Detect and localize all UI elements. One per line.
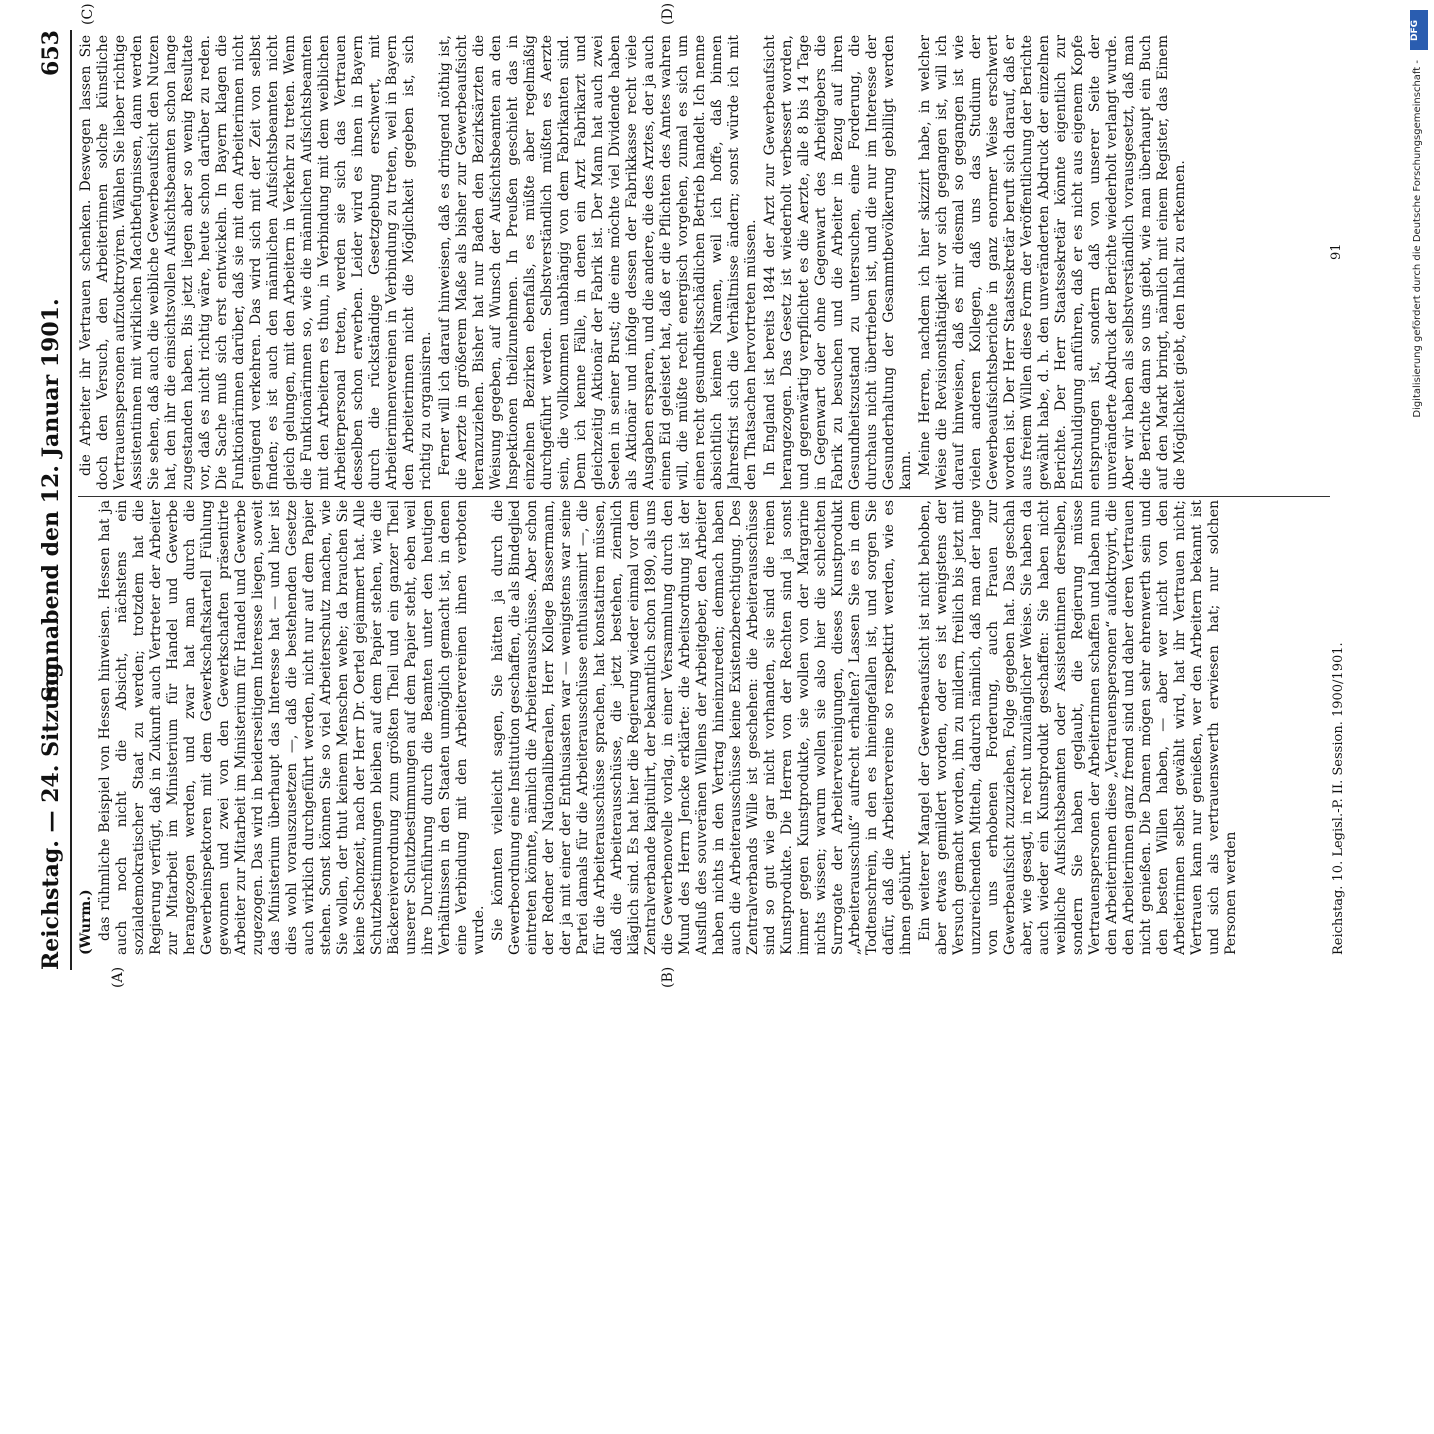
paragraph: Sie könnten vielleicht sagen, Sie hätten ja durch die Gewerbeordnung eine Institution geschaffen, die als Bindeglied eintreten könnte, nämlich die Arbeiterausschüsse. Aber schon der Redner der Nationalliberalen, Herr Kollege Bassermann, der ja mit einer der Enthusiasten war — wenigstens war seine Partei damals für die Arbeiterausschüsse enthusiasmirt —, die für die Arbeiterausschüsse sprachen, hat konstatiren müssen, daß die Arbeiterausschüsse, die jetzt bestehen, ziemlich kläglich sind. Es hat hier die Regierung wieder einmal vor dem Zentralverbande kapitulirt, der bekanntlich schon 1890, als uns die Gewerbenovelle vorlag, in einer Versammlung durch den Mund des Herrn Jencke erklärte: die Arbeitsordnung ist der Ausfluß des souveränen Willens der Arbeitgeber, den Arbeiter haben nichts in den Vertrag hineinzureden; demnach haben auch die Arbeiterausschüsse keine Existenzberechtigung. Des Zentralverbands Wille ist geschehen: die Arbeiterausschüsse sind so gut wie gar nicht vorhanden, sie sind die reinen Kunstprodukte. Die Herren von der Rechten sind ja sonst immer gegen Kunstprodukte, sie wollen von der Margarine nichts wissen; warum wollen sie also hier die schlechten Surrogate der Arbeitervereinigungen, dieses Kunstprodukt „Arbeiterausschuß“ aufrecht erhalten? Lassen Sie es in dem Todtenschrein, in den es hineingefallen ist, und sorgen Sie dafür, daß die Arbeitervereine so respektirt werden, wie es ihnen gebührt. xyxy=(490,500,914,955)
margin-marker-a: (A) xyxy=(110,966,126,988)
margin-marker-b: (B) xyxy=(660,966,676,988)
paragraph: In England ist bereits 1844 der Arzt zur Gewerbeaufsicht herangezogen. Das Gesetz ist wiederholt verbessert worden, und gegenwärtig verpflichtet es die Aerzte, alle 8 bis 14 Tage in Gegenwart oder ohne Gegenwart des Arbeitgebers die Fabrik zu besuchen und die Arbeiter in Bezug auf ihren Gesundheitszustand zu untersuchen, eine Forderung, die durchaus nicht übertrieben ist, und die nur im Interesse der Gesunderhaltung der Gesammtbevölkerung gebilligt werden kann. xyxy=(762,35,914,490)
funding-credit: Digitalisierung gefördert durch die Deutsche Forschungsgemeinschaft - xyxy=(1412,60,1423,418)
text-column-right xyxy=(78,35,1330,490)
header-left: Reichstag. — 24. Sitzung. xyxy=(38,654,64,970)
speaker-label: (Wurm.) xyxy=(78,889,94,955)
column-divider xyxy=(78,496,1330,497)
paragraph: das rühmliche Beispiel von Hessen hinweisen. Hessen hat ja auch noch nicht die Absicht, nächstens ein sozialdemokratischer Staat zu werden; trotzdem hat die Regierung verfügt, daß in Zukunft auch Vertreter der Arbeiter zur Mitarbeit im Ministerium für Handel und Gewerbe herangezogen werden, und zwar hat man durch die Gewerbeinspektoren mit dem Gewerkschaftskartell Fühlung gewonnen und zwei von den Gewerkschaften präsentirte Arbeiter zur Mitarbeit im Ministerium für Handel und Gewerbe zugezogen. Das wird in beiderseitigem Interesse liegen, soweit das Ministerium überhaupt das Interesse hat — und hier ist dies wohl vorauszusetzen —, daß die bestehenden Gesetze auch wirklich durchgeführt werden, nicht nur auf dem Papier stehen. Sonst können Sie so viel Arbeiterschutz machen, wie Sie wollen, der thut keinem Menschen wehe; da brauchen Sie keine Schonzeit, nach der Herr Dr. Oertel gejammert hat. Alle Schutzbestimmungen bleiben auf dem Papier stehen, wie die Bäckereiverordnung zum größten Theil und ein ganzer Theil unserer Schutzbestimmungen auf dem Papier steht, eben weil ihre Durchführung durch die Beamten unter den heutigen Verhältnissen in den Staaten unmöglich gemacht ist, in denen eine Verbindung mit den Arbeitervereinen ihnen verboten wurde. xyxy=(97,500,487,955)
margin-marker-d: (D) xyxy=(660,2,676,25)
paragraph: Meine Herren, nachdem ich hier skizzirt habe, in welcher Weise die Revisionsthätigkeit vor sich gegangen ist, will ich darauf hinweisen, daß es mir diesmal so gegangen ist wie vielen anderen Kollegen, daß uns das Studium der Gewerbeaufsichtsberichte in ganz enormer Weise erschwert worden ist. Der Herr Staatssekretär beruft sich darauf, daß er aus freiem Willen diese Form der Veröffentlichung der Berichte gewählt habe, d. h. den unveränderten Abdruck der einzelnen Berichte. Der Herr Staatssekretär könnte eigentlich zur Entschuldigung anführen, daß er es nicht aus eigenem Kopfe entsprungen ist, sondern daß von unserer Seite der unveränderte Abdruck der Berichte wiederholt verlangt wurde. Aber wir haben als selbstverständlich vorausgesetzt, daß man die Berichte dann so uns giebt, wie man überhaupt ein Buch auf den Markt bringt, nämlich mit einem Register, das Einem die Möglichkeit giebt, den Inhalt zu erkennen. xyxy=(917,35,1188,490)
header-date: Sonnabend den 12. Januar 1901. xyxy=(38,298,64,702)
signature-mark: 91 xyxy=(1329,243,1344,260)
page-footer: Reichstag. 10. Legisl.-P. II. Session. 1900/1901. xyxy=(1331,642,1346,955)
dfg-logo-icon: DFG xyxy=(1410,10,1428,50)
paragraph: die Arbeiter ihr Vertrauen schenken. Deswegen lassen Sie doch den Versuch, den Arbeiterinnen solche künstliche Vertrauenspersonen aufzuoktroyiren. Wählen Sie lieber richtige Assistentinnen mit wirklichen Machtbefugnissen, dann werden Sie sehen, daß auch die weibliche Gewerbeaufsicht den Nutzen hat, den ihr die einsichtsvollen Aufsichtsbeamten schon lange zugestanden haben. Bis jetzt liegen aber so wenig Resultate vor, daß es nicht richtig wäre, heute schon darüber zu reden. Die Sache muß sich erst entwickeln. In Bayern klagen die Funktionärinnen darüber, daß sie mit den Arbeiterinnen nicht genügend verkehren. Das wird sich mit der Zeit von selbst finden; es ist auch den männlichen Aufsichtsbeamten nicht gleich gelungen, mit den Arbeitern in Verkehr zu treten. Wenn die Funktionärinnen so, wie die männlichen Aufsichtsbeamten mit den Arbeitern es thun, in Verbindung mit dem weiblichen Arbeiterpersonal treten, werden sie sich das Vertrauen desselben schon erwerben. Leider wird es ihnen in Bayern durch die rückständige Gesetzgebung erschwert, mit Arbeiterinnenvereinen in Verbindung zu treten, weil in Bayern den Arbeiterinnen nicht die Möglichkeit gegeben ist, sich richtig zu organisiren. xyxy=(78,35,434,490)
page-number: 653 xyxy=(38,30,64,76)
digitization-sidebar xyxy=(1404,0,1434,1000)
paragraph: Ein weiterer Mangel der Gewerbeaufsicht ist nicht behoben, aber etwas gemildert worden, oder es ist wenigstens der Versuch gemacht worden, ihn zu mildern, freilich bis jetzt mit unzureichenden Mitteln, dadurch nämlich, daß man der lange von uns erhobenen Forderung, auch Frauen zur Gewerbeaufsicht zuzuziehen, Folge gegeben hat. Das geschah aber, wie gesagt, in recht unzulänglicher Weise. Sie haben da auch wieder ein Kunstprodukt geschaffen: Sie haben nicht weibliche Aufsichtsbeamten oder Assistentinnen derselben, sondern Sie haben geglaubt, die Regierung müsse Vertrauenspersonen der Arbeiterinnen schaffen und haben nun den Arbeiterinnen diese „Vertrauenspersonen“ aufoktroyirt, die den Arbeiterinnen ganz fremd sind und daher deren Vertrauen nicht genießen. Die Damen mögen sehr ehrenwerth sein und den besten Willen haben, — aber wer nicht von den Arbeiterinnen selbst gewählt wird, hat ihr Vertrauen nicht; Vertrauen kann nur genießen, wer den Arbeitern bekannt ist und sich als vertrauenswerth erwiesen hat; nur solchen Personen werden xyxy=(917,500,1239,955)
margin-marker-c: (C) xyxy=(80,3,96,25)
page-header xyxy=(38,30,68,970)
header-rule xyxy=(70,30,72,970)
text-column-left xyxy=(78,500,1330,955)
paragraph: Ferner will ich darauf hinweisen, daß es dringend nöthig ist, die Aerzte in größerem Maße als bisher zur Gewerbeaufsicht heranzuziehen. Bisher hat nur Baden den Bezirksärzten die Weisung gegeben, auf Wunsch der Aufsichtsbeamten an den Inspektionen theilzunehmen. In Preußen geschieht das in einzelnen Bezirken ebenfalls, es müßte aber regelmäßig durchgeführt werden. Selbstverständlich müßten es Aerzte sein, die vollkommen unabhängig von dem Fabrikanten sind. Denn ich kenne Fälle, in denen ein Arzt Fabrikarzt und gleichzeitig Aktionär der Fabrik ist. Der Mann hat auch zwei Seelen in seiner Brust; die eine möchte viel Dividende haben als Aktionär und infolge dessen der Fabrikkasse recht viele Ausgaben ersparen, und die andere, die des Arztes, der ja auch einen Eid geleistet hat, daß er die Pflichten des Amtes wahren will, die müßte recht energisch vorgehen, zumal es sich um einen recht gesundheitsschädlichen Betrieb handelt. Ich nenne absichtlich keinen Namen, weil ich hoffe, daß binnen Jahresfrist sich die Verhältnisse ändern; sonst würde ich mit den Thatsachen hervortreten müssen. xyxy=(437,35,759,490)
